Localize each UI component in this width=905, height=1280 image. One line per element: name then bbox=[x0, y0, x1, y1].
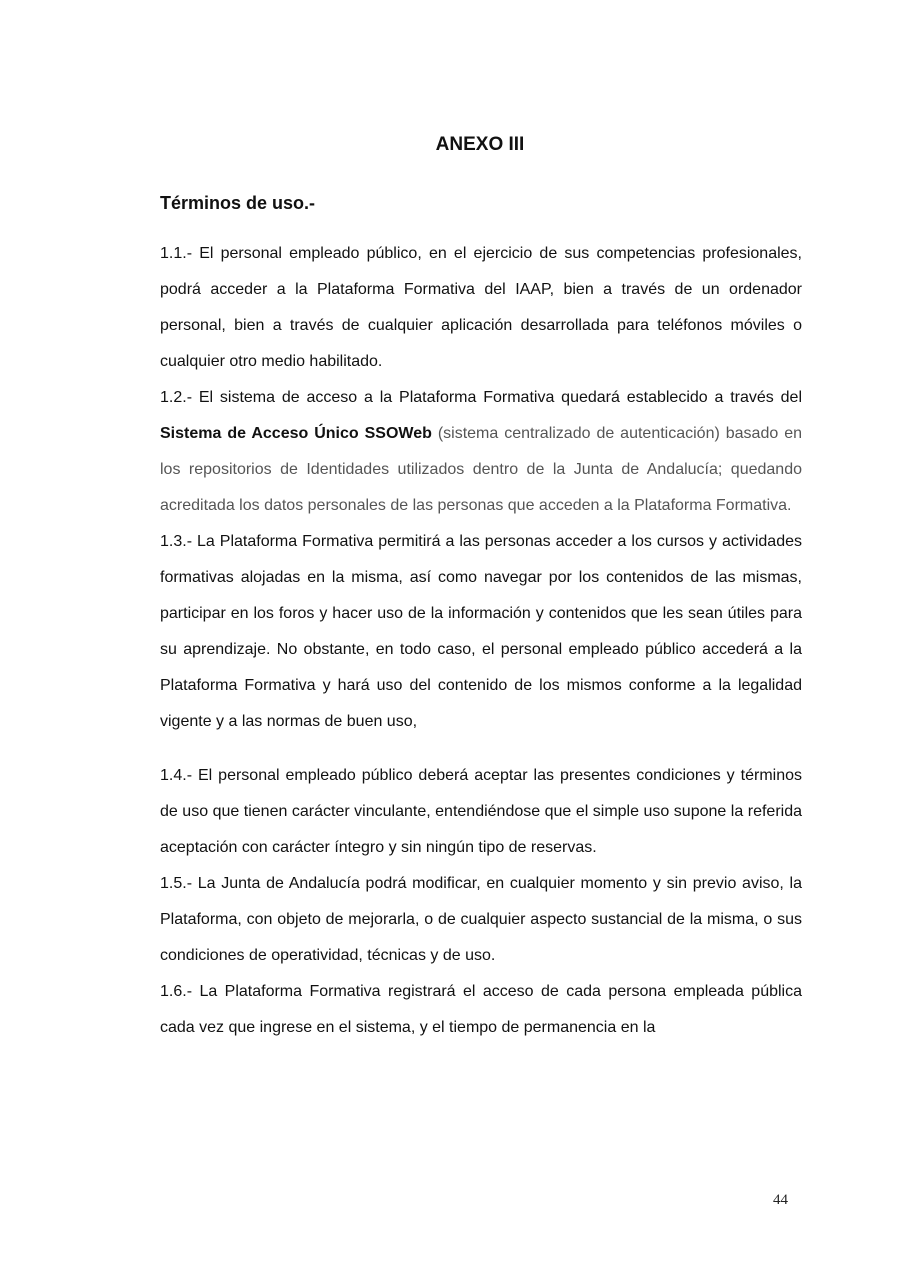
paragraph-1-2 bbox=[160, 380, 802, 524]
document-body bbox=[160, 236, 802, 1046]
page-number: 44 bbox=[773, 1192, 788, 1208]
paragraph-1-1: 1.1.- El personal empleado público, en el ejercicio de sus competencias profesionales, podrá acceder a la Plataforma Formativa del IAAP, bien a través de un ordenador personal, bien a través de cualquier aplicación desarrollada para teléfonos móviles o cualquier otro medio habilitado. bbox=[160, 245, 802, 370]
sso-system-name: Sistema de Acceso Único SSOWeb bbox=[160, 425, 432, 442]
section-heading: Términos de uso.- bbox=[160, 193, 316, 213]
paragraph-1-6: 1.6.- La Plataforma Formativa registrará el acceso de cada persona empleada pública cada vez que ingrese en el sistema, y el tiempo de permanencia en la bbox=[160, 983, 802, 1036]
paragraph-1-5: 1.5.- La Junta de Andalucía podrá modificar, en cualquier momento y sin previo aviso, la Plataforma, con objeto de mejorarla, o de cualquier aspecto sustancial de la misma, o sus condiciones de operatividad, técnicas y de uso. bbox=[160, 875, 802, 964]
paragraph-1-4: 1.4.- El personal empleado público deberá aceptar las presentes condiciones y términos de uso que tienen carácter vinculante, entendiéndose que el simple uso supone la referida aceptación con carácter íntegro y sin ningún tipo de reservas. bbox=[160, 767, 802, 856]
annex-title: ANEXO III bbox=[435, 134, 525, 155]
paragraph-1-2-rest: (sistema centralizado de autenticación) basado en los repositorios de Identidades utilizados dentro de la Junta de Andalucía; quedando acreditada los datos personales de las personas que acceden a la Plataforma Formativa. bbox=[160, 425, 802, 514]
paragraph-1-2-intro: 1.2.- El sistema de acceso a la Plataforma Formativa quedará establecido a través del bbox=[160, 389, 802, 406]
paragraph-1-3: 1.3.- La Plataforma Formativa permitirá a las personas acceder a los cursos y actividades formativas alojadas en la misma, así como navegar por los contenidos de las mismas, participar en los foros y hacer uso de la información y contenidos que les sean útiles para su aprendizaje. No obstante, en todo caso, el personal empleado público accederá a la Plataforma Formativa y hará uso del contenido de los mismos conforme a la legalidad vigente y a las normas de buen uso, bbox=[160, 533, 802, 730]
